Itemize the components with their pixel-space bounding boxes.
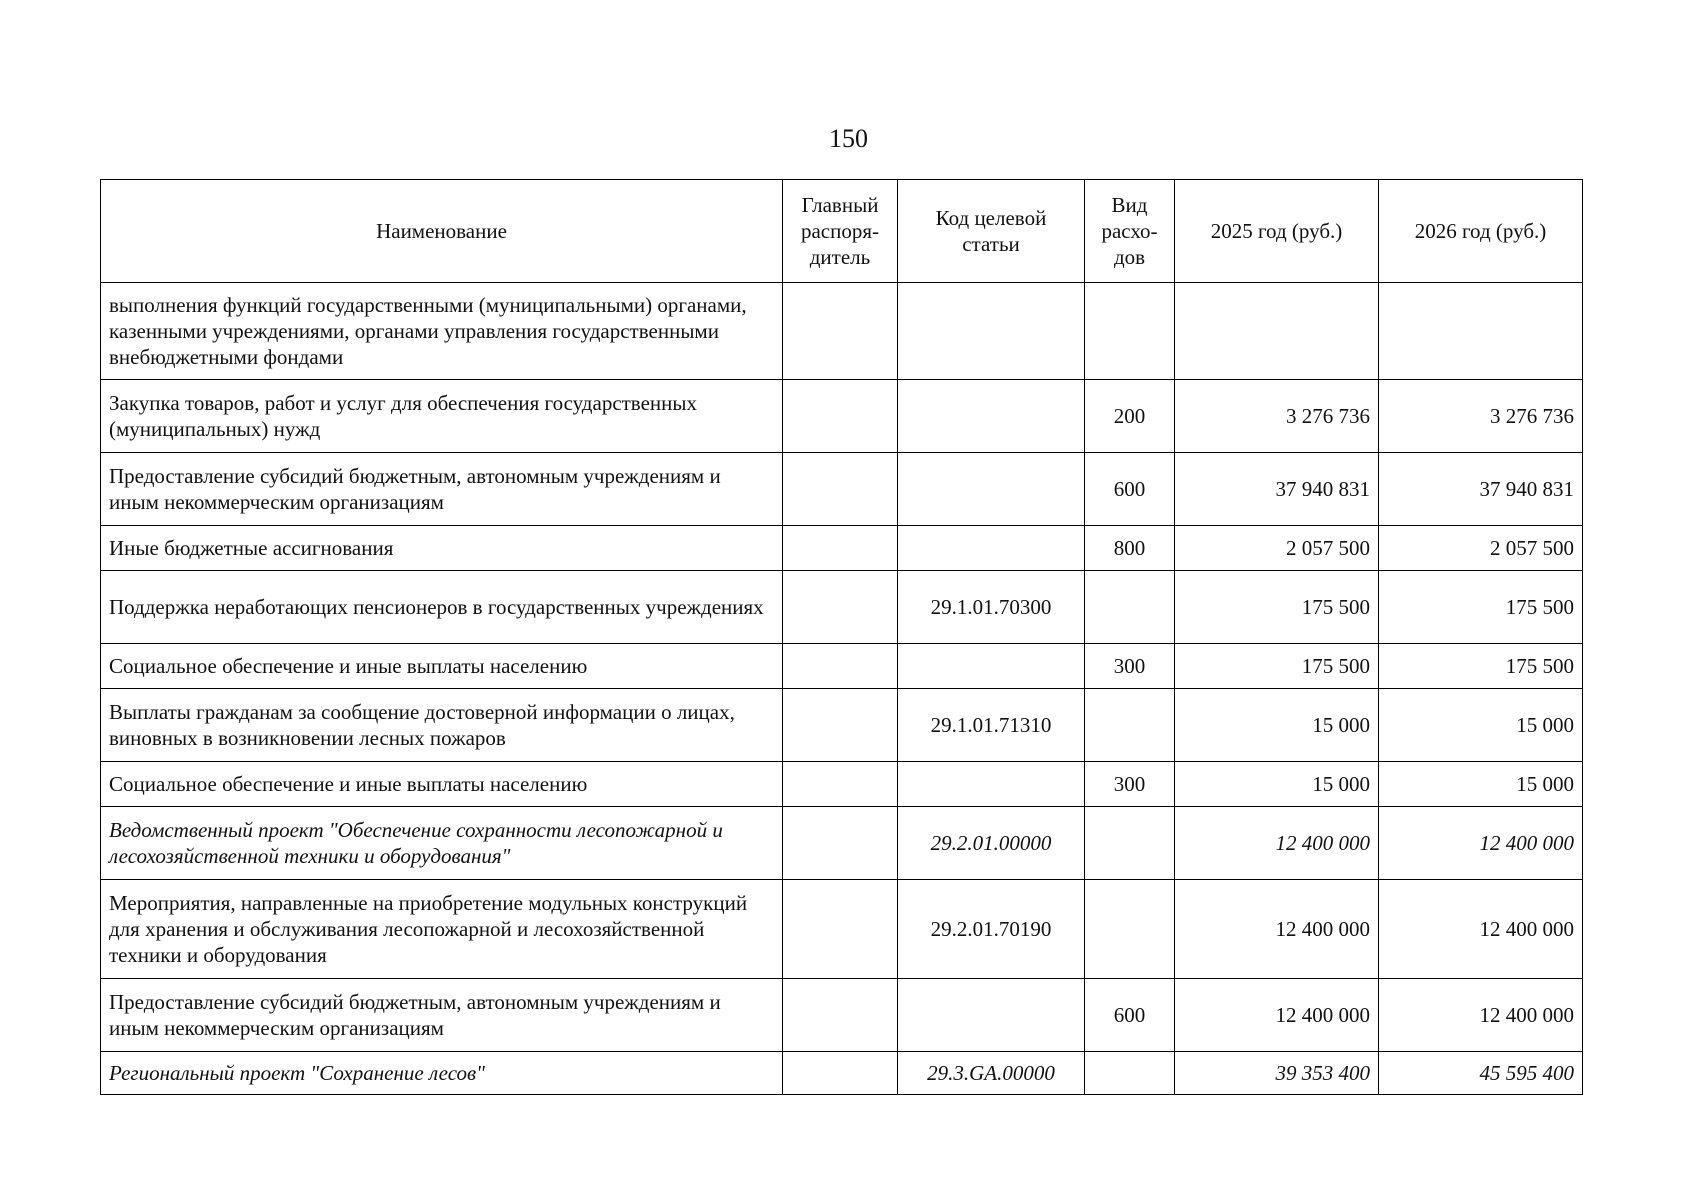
row-kind: [1085, 283, 1175, 380]
row-2026: 15 000: [1379, 762, 1583, 807]
table-row: [101, 762, 1583, 807]
table-row: [101, 880, 1583, 979]
row-2025: 175 500: [1175, 644, 1379, 689]
row-2026: 12 400 000: [1379, 807, 1583, 880]
row-kind: [1085, 880, 1175, 979]
row-kind: 600: [1085, 453, 1175, 526]
row-2025: 12 400 000: [1175, 880, 1379, 979]
row-code: [898, 283, 1085, 380]
row-name: Закупка товаров, работ и услуг для обеспечения государственных (муниципальных) нужд: [101, 380, 783, 453]
row-2025: [1175, 283, 1379, 380]
row-2025: 39 353 400: [1175, 1052, 1379, 1095]
row-code: 29.2.01.00000: [898, 807, 1085, 880]
row-kind: 200: [1085, 380, 1175, 453]
table-row: [101, 1052, 1583, 1095]
row-2025: 15 000: [1175, 689, 1379, 762]
row-2025: 12 400 000: [1175, 807, 1379, 880]
row-2026: 15 000: [1379, 689, 1583, 762]
row-name: Предоставление субсидий бюджетным, автономным учреждениям и иным некоммерческим организациям: [101, 453, 783, 526]
row-code: [898, 762, 1085, 807]
row-admin: [783, 283, 898, 380]
row-2025: 175 500: [1175, 571, 1379, 644]
row-code: 29.1.01.70300: [898, 571, 1085, 644]
row-2026: 12 400 000: [1379, 979, 1583, 1052]
table-row: [101, 380, 1583, 453]
row-code: [898, 526, 1085, 571]
table-header-row: [101, 180, 1583, 283]
row-2026: 175 500: [1379, 644, 1583, 689]
row-admin: [783, 526, 898, 571]
row-code: [898, 979, 1085, 1052]
row-2025: 2 057 500: [1175, 526, 1379, 571]
row-kind: 600: [1085, 979, 1175, 1052]
row-name: Социальное обеспечение и иные выплаты населению: [101, 644, 783, 689]
table-row: [101, 526, 1583, 571]
header-code: Код целевой статьи: [898, 180, 1085, 283]
row-2026: 2 057 500: [1379, 526, 1583, 571]
table-row: [101, 979, 1583, 1052]
row-kind: 300: [1085, 762, 1175, 807]
row-code: [898, 644, 1085, 689]
table-row: [101, 644, 1583, 689]
row-name: Ведомственный проект "Обеспечение сохранности лесопожарной и лесохозяйственной техники и оборудования": [101, 807, 783, 880]
row-admin: [783, 453, 898, 526]
budget-table: [100, 179, 1583, 1095]
row-2025: 3 276 736: [1175, 380, 1379, 453]
row-admin: [783, 571, 898, 644]
header-2025: 2025 год (руб.): [1175, 180, 1379, 283]
row-code: 29.1.01.71310: [898, 689, 1085, 762]
row-2026: 37 940 831: [1379, 453, 1583, 526]
row-2026: [1379, 283, 1583, 380]
row-kind: [1085, 807, 1175, 880]
row-kind: 300: [1085, 644, 1175, 689]
row-kind: [1085, 1052, 1175, 1095]
row-2025: 15 000: [1175, 762, 1379, 807]
row-admin: [783, 807, 898, 880]
row-kind: [1085, 689, 1175, 762]
row-code: 29.3.GA.00000: [898, 1052, 1085, 1095]
header-name: Наименование: [101, 180, 783, 283]
row-2025: 12 400 000: [1175, 979, 1379, 1052]
table-row: [101, 453, 1583, 526]
table-row: [101, 689, 1583, 762]
row-kind: 800: [1085, 526, 1175, 571]
row-code: [898, 453, 1085, 526]
row-name: Региональный проект "Сохранение лесов": [101, 1052, 783, 1095]
row-name: Выплаты гражданам за сообщение достоверной информации о лицах, виновных в возникновении лесных пожаров: [101, 689, 783, 762]
row-name: выполнения функций государственными (муниципальными) органами, казенными учреждениями, органами управления государственными внебюджетными фондами: [101, 283, 783, 380]
row-admin: [783, 689, 898, 762]
row-admin: [783, 979, 898, 1052]
row-name: Поддержка неработающих пенсионеров в государственных учреждениях: [101, 571, 783, 644]
row-2026: 3 276 736: [1379, 380, 1583, 453]
page-number: 150: [829, 124, 868, 153]
row-2025: 37 940 831: [1175, 453, 1379, 526]
header-admin: Главный распоря-дитель: [783, 180, 898, 283]
row-2026: 12 400 000: [1379, 880, 1583, 979]
row-code: 29.2.01.70190: [898, 880, 1085, 979]
row-admin: [783, 880, 898, 979]
table-row: [101, 283, 1583, 380]
row-name: Мероприятия, направленные на приобретение модульных конструкций для хранения и обслуживания лесопожарной и лесохозяйственной техники и оборудования: [101, 880, 783, 979]
table-row: [101, 807, 1583, 880]
row-name: Предоставление субсидий бюджетным, автономным учреждениям и иным некоммерческим организациям: [101, 979, 783, 1052]
header-kind: Вид расхо-дов: [1085, 180, 1175, 283]
header-2026: 2026 год (руб.): [1379, 180, 1583, 283]
row-admin: [783, 644, 898, 689]
row-code: [898, 380, 1085, 453]
row-admin: [783, 1052, 898, 1095]
row-2026: 175 500: [1379, 571, 1583, 644]
row-kind: [1085, 571, 1175, 644]
row-admin: [783, 380, 898, 453]
row-admin: [783, 762, 898, 807]
row-name: Иные бюджетные ассигнования: [101, 526, 783, 571]
row-2026: 45 595 400: [1379, 1052, 1583, 1095]
table-row: [101, 571, 1583, 644]
row-name: Социальное обеспечение и иные выплаты населению: [101, 762, 783, 807]
